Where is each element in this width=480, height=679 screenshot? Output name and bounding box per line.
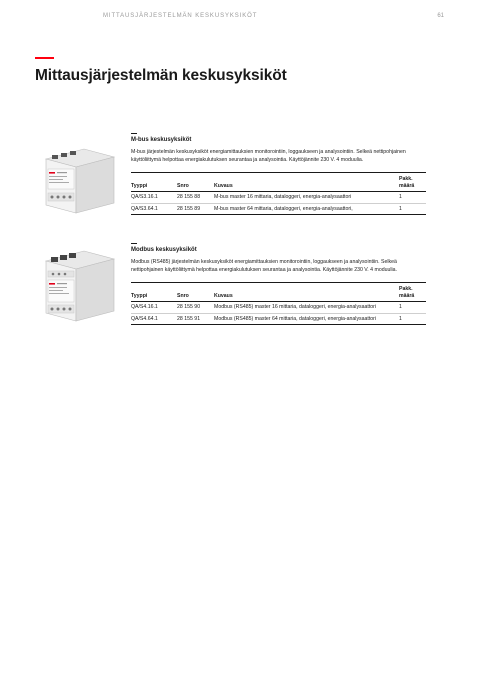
cell-type: QA/S3.64.1 — [131, 205, 158, 212]
col-header-sno: Snro — [177, 182, 189, 189]
table-header-row — [131, 283, 426, 302]
cell-qty: 1 — [399, 194, 402, 200]
modbus-heading: Modbus keskusyksiköt — [131, 247, 197, 253]
col-header-qty: Pakk. määrä — [399, 286, 415, 299]
cell-type: QA/S4.64.1 — [131, 315, 158, 322]
modbus-table — [131, 282, 426, 325]
section-modbus — [34, 243, 426, 348]
cell-qty: 1 — [399, 304, 402, 310]
modbus-device-illustration — [34, 243, 124, 328]
col-header-sno: Snro — [177, 292, 189, 299]
mbus-device-image — [34, 141, 124, 221]
accent-bar — [35, 57, 54, 59]
cell-type: QA/S4.16.1 — [131, 304, 158, 310]
table-row — [131, 302, 426, 314]
mbus-content — [131, 133, 426, 215]
cell-desc: M-bus master 16 mittaria, dataloggeri, energia-analysaattori — [214, 194, 352, 200]
modbus-description: Modbus (RS485) järjestelmän keskusyksiköt energiamittauksien monitorointiin, loggaukseen ja analysointiin. Selkeä nettipohjainen käyttöliittymä helpottaa energiakulutuksen seurantaa ja analysointia. Käyttöjännite 230 V. 4 moduulia. — [131, 259, 397, 273]
table-header-row — [131, 173, 426, 192]
section-dash — [131, 243, 137, 244]
cell-desc: M-bus master 64 mittaria, dataloggeri, energia-analysaattori, — [214, 205, 353, 212]
cell-sno: 28 155 90 — [177, 304, 201, 310]
section-mbus — [34, 133, 426, 223]
col-header-desc: Kuvaus — [214, 182, 233, 189]
cell-qty: 1 — [399, 315, 402, 322]
modbus-content — [131, 243, 426, 325]
page-number: 61 — [437, 13, 444, 19]
col-header-qty: Pakk. määrä — [399, 176, 415, 189]
cell-sno: 28 155 91 — [177, 315, 201, 322]
col-header-type: Tyyppi — [131, 292, 148, 299]
cell-desc: Modbus (RS485) master 64 mittaria, dataloggeri, energia-analysaattori — [214, 315, 377, 322]
cell-sno: 28 155 88 — [177, 194, 201, 200]
running-header: MITTAUSJÄRJESTELMÄN KESKUSYKSIKÖT — [103, 13, 258, 19]
mbus-device-illustration — [34, 141, 124, 221]
table-row — [131, 313, 426, 325]
mbus-description: M-bus järjestelmän keskusyksiköt energiamittauksien monitorointiin, loggaukseen ja analysointiin. Selkeä nettipohjainen käyttöliittymä helpottaa energiakulutuksen seurantaa ja analysointia. Käyttöjännite 230 V. 4 moduulia. — [131, 149, 406, 163]
modbus-device-image — [34, 243, 124, 323]
mbus-heading: M-bus keskusyksiköt — [131, 137, 192, 143]
mbus-table — [131, 172, 426, 215]
table-row — [131, 192, 426, 204]
col-header-desc: Kuvaus — [214, 292, 233, 299]
page-title: Mittausjärjestelmän keskusyksiköt — [35, 67, 287, 84]
table-row — [131, 203, 426, 215]
cell-desc: Modbus (RS485) master 16 mittaria, dataloggeri, energia-analysaattori — [214, 304, 377, 310]
section-dash — [131, 133, 137, 134]
cell-sno: 28 155 89 — [177, 205, 201, 212]
col-header-type: Tyyppi — [131, 182, 148, 189]
cell-type: QA/S3.16.1 — [131, 194, 158, 200]
cell-qty: 1 — [399, 205, 402, 212]
